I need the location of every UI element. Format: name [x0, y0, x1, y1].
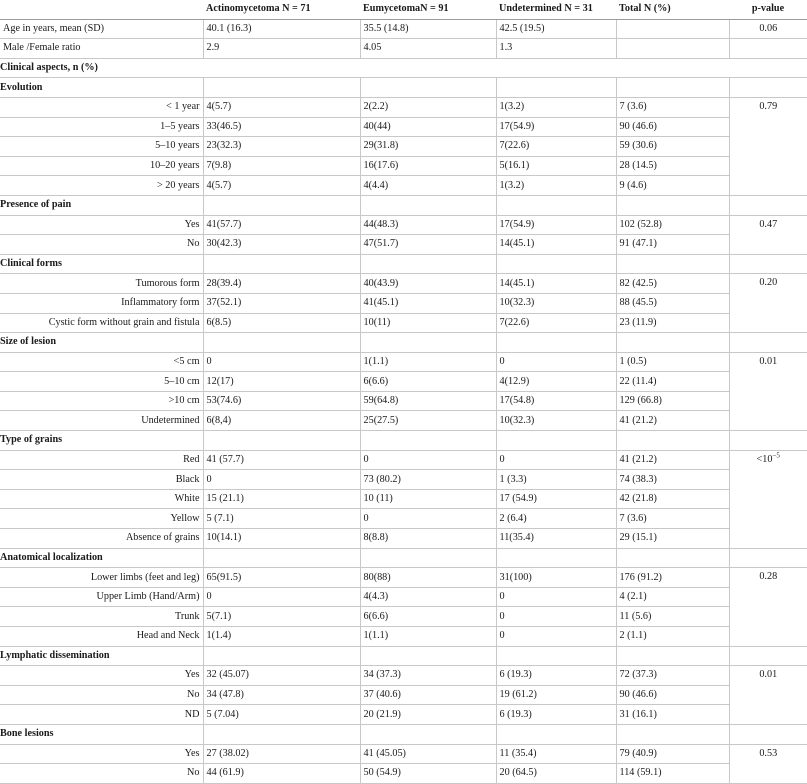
section-header-row	[0, 254, 807, 274]
undetermined-cell: 4(12.9)	[496, 372, 616, 392]
table-row	[0, 97, 807, 117]
undetermined-cell: 20 (64.5)	[496, 764, 616, 784]
undetermined-cell: 1(3.2)	[496, 97, 616, 117]
empty-cell	[729, 78, 807, 98]
row-label: Upper Limb (Hand/Arm)	[0, 587, 203, 607]
section-title: Lymphatic dissemination	[0, 646, 203, 666]
total-cell: 31 (16.1)	[616, 705, 729, 725]
actinomycetoma-cell: 6(8,4)	[203, 411, 360, 431]
undetermined-cell: 1 (3.3)	[496, 470, 616, 490]
section-header-row	[0, 431, 807, 451]
actinomycetoma-cell: 10(14.1)	[203, 529, 360, 549]
eumycetoma-cell: 0	[360, 450, 496, 470]
eumycetoma-cell: 40(43.9)	[360, 274, 496, 294]
row-label: Absence of grains	[0, 529, 203, 549]
undetermined-cell: 7(22.6)	[496, 313, 616, 333]
eumycetoma-cell: 40(44)	[360, 117, 496, 137]
empty-cell	[616, 646, 729, 666]
empty-cell	[496, 646, 616, 666]
p-value-text: 0.01	[759, 669, 778, 681]
empty-cell	[203, 195, 360, 215]
table-row	[0, 627, 807, 647]
undetermined-cell: 10(32.3)	[496, 411, 616, 431]
actinomycetoma-cell: 41 (57.7)	[203, 450, 360, 470]
undetermined-cell: 10(32.3)	[496, 293, 616, 313]
p-value-cell: 0.06	[729, 19, 807, 39]
eumycetoma-cell: 73 (80.2)	[360, 470, 496, 490]
total-cell: 129 (66.8)	[616, 391, 729, 411]
actinomycetoma-cell: 5 (7.04)	[203, 705, 360, 725]
actinomycetoma-cell: 12(17)	[203, 372, 360, 392]
row-label: Lower limbs (feet and leg)	[0, 568, 203, 588]
eumycetoma-cell: 2(2.2)	[360, 97, 496, 117]
undetermined-cell: 11(35.4)	[496, 529, 616, 549]
total-cell: 42 (21.8)	[616, 489, 729, 509]
empty-cell	[729, 646, 807, 666]
table-header-row	[0, 0, 807, 19]
row-label: No	[0, 685, 203, 705]
header-total: Total N (%)	[616, 0, 729, 19]
eumycetoma-cell: 8(8.8)	[360, 529, 496, 549]
actinomycetoma-cell: 41(57.7)	[203, 215, 360, 235]
eumycetoma-cell: 29(31.8)	[360, 137, 496, 157]
table-row	[0, 587, 807, 607]
row-label: Tumorous form	[0, 274, 203, 294]
total-cell: 1 (0.5)	[616, 352, 729, 372]
total-cell: 79 (40.9)	[616, 744, 729, 764]
total-cell: 176 (91.2)	[616, 568, 729, 588]
section-header-row	[0, 548, 807, 568]
actinomycetoma-cell: 28(39.4)	[203, 274, 360, 294]
empty-cell	[203, 254, 360, 274]
undetermined-cell: 0	[496, 627, 616, 647]
undetermined-cell: 1.3	[496, 39, 616, 59]
empty-cell	[203, 78, 360, 98]
actinomycetoma-cell: 33(46.5)	[203, 117, 360, 137]
actinomycetoma-cell: 6(8.5)	[203, 313, 360, 333]
eumycetoma-cell: 41(45.1)	[360, 293, 496, 313]
row-label: >10 cm	[0, 391, 203, 411]
empty-cell	[729, 254, 807, 274]
row-label: <5 cm	[0, 352, 203, 372]
empty-cell	[360, 548, 496, 568]
empty-cell	[616, 195, 729, 215]
total-cell: 74 (38.3)	[616, 470, 729, 490]
total-cell: 91 (47.1)	[616, 235, 729, 255]
empty-cell	[616, 431, 729, 451]
section-header-row	[0, 195, 807, 215]
actinomycetoma-cell: 65(91.5)	[203, 568, 360, 588]
header-actinomycetoma: Actinomycetoma N = 71	[203, 0, 360, 19]
row-label: Yes	[0, 215, 203, 235]
table-row	[0, 117, 807, 137]
empty-cell	[360, 431, 496, 451]
p-value-cell	[729, 97, 807, 195]
row-label: Yellow	[0, 509, 203, 529]
table-row	[0, 293, 807, 313]
undetermined-cell: 17(54.8)	[496, 391, 616, 411]
row-label: Male /Female ratio	[0, 39, 203, 59]
table-row	[0, 372, 807, 392]
actinomycetoma-cell: 5(7.1)	[203, 607, 360, 627]
empty-cell	[616, 548, 729, 568]
undetermined-cell: 14(45.1)	[496, 235, 616, 255]
eumycetoma-cell: 37 (40.6)	[360, 685, 496, 705]
eumycetoma-cell: 6(6.6)	[360, 372, 496, 392]
p-value-text: 0.53	[759, 747, 778, 759]
p-value-text: 0.28	[759, 571, 778, 583]
empty-cell	[729, 195, 807, 215]
eumycetoma-cell: 50 (54.9)	[360, 764, 496, 784]
table-row	[0, 391, 807, 411]
row-label: No	[0, 235, 203, 255]
table-row	[0, 705, 807, 725]
p-value-cell	[729, 39, 807, 59]
undetermined-cell: 5(16.1)	[496, 156, 616, 176]
undetermined-cell: 31(100)	[496, 568, 616, 588]
total-cell: 23 (11.9)	[616, 313, 729, 333]
total-cell: 22 (11.4)	[616, 372, 729, 392]
row-label: No	[0, 764, 203, 784]
row-label: Age in years, mean (SD)	[0, 19, 203, 39]
table-row	[0, 607, 807, 627]
section-title: Bone lesions	[0, 724, 203, 744]
actinomycetoma-cell: 4(5.7)	[203, 97, 360, 117]
p-value-text: 0.47	[759, 218, 778, 230]
total-cell: 28 (14.5)	[616, 156, 729, 176]
eumycetoma-cell: 1(1.1)	[360, 627, 496, 647]
table-row	[0, 411, 807, 431]
row-label: Trunk	[0, 607, 203, 627]
section-title: Anatomical localization	[0, 548, 203, 568]
total-cell: 114 (59.1)	[616, 764, 729, 784]
undetermined-cell: 0	[496, 607, 616, 627]
undetermined-cell: 14(45.1)	[496, 274, 616, 294]
table-row	[0, 509, 807, 529]
eumycetoma-cell: 41 (45.05)	[360, 744, 496, 764]
total-cell: 11 (5.6)	[616, 607, 729, 627]
actinomycetoma-cell: 23(32.3)	[203, 137, 360, 157]
actinomycetoma-cell: 30(42.3)	[203, 235, 360, 255]
total-cell: 9 (4.6)	[616, 176, 729, 196]
row-label: Undetermined	[0, 411, 203, 431]
p-value-cell	[729, 568, 807, 646]
actinomycetoma-cell: 27 (38.02)	[203, 744, 360, 764]
actinomycetoma-cell: 0	[203, 352, 360, 372]
total-cell: 59 (30.6)	[616, 137, 729, 157]
empty-cell	[203, 646, 360, 666]
total-cell	[616, 39, 729, 59]
row-label: 10–20 years	[0, 156, 203, 176]
empty-cell	[203, 431, 360, 451]
row-label: Black	[0, 470, 203, 490]
p-value-text: <10	[756, 453, 773, 465]
undetermined-cell: 17(54.9)	[496, 215, 616, 235]
row-label: > 20 years	[0, 176, 203, 196]
empty-cell	[616, 333, 729, 353]
actinomycetoma-cell: 0	[203, 470, 360, 490]
empty-cell	[496, 333, 616, 353]
table-row	[0, 19, 807, 39]
eumycetoma-cell: 1(1.1)	[360, 352, 496, 372]
p-value-exponent: −5	[772, 451, 780, 460]
table-row	[0, 450, 807, 470]
table-row	[0, 235, 807, 255]
eumycetoma-cell: 80(88)	[360, 568, 496, 588]
eumycetoma-cell: 47(51.7)	[360, 235, 496, 255]
table-row	[0, 685, 807, 705]
table-row	[0, 529, 807, 549]
total-cell: 72 (37.3)	[616, 666, 729, 686]
empty-cell	[360, 333, 496, 353]
row-label: 5–10 cm	[0, 372, 203, 392]
empty-cell	[496, 548, 616, 568]
undetermined-cell: 2 (6.4)	[496, 509, 616, 529]
section-title: Presence of pain	[0, 195, 203, 215]
total-cell: 29 (15.1)	[616, 529, 729, 549]
actinomycetoma-cell: 15 (21.1)	[203, 489, 360, 509]
header-eumycetoma: EumycetomaN = 91	[360, 0, 496, 19]
undetermined-cell: 7(22.6)	[496, 137, 616, 157]
eumycetoma-cell: 34 (37.3)	[360, 666, 496, 686]
undetermined-cell: 11 (35.4)	[496, 744, 616, 764]
p-value-cell	[729, 450, 807, 548]
total-cell	[616, 19, 729, 39]
eumycetoma-cell: 6(6.6)	[360, 607, 496, 627]
table-row	[0, 352, 807, 372]
empty-cell	[616, 78, 729, 98]
empty-cell	[360, 78, 496, 98]
total-cell: 90 (46.6)	[616, 685, 729, 705]
actinomycetoma-cell: 37(52.1)	[203, 293, 360, 313]
undetermined-cell: 0	[496, 587, 616, 607]
row-label: < 1 year	[0, 97, 203, 117]
empty-cell	[729, 724, 807, 744]
actinomycetoma-cell: 1(1.4)	[203, 627, 360, 647]
total-cell: 102 (52.8)	[616, 215, 729, 235]
section-header-row	[0, 78, 807, 98]
table-row	[0, 764, 807, 784]
table-body	[0, 19, 807, 783]
row-label: 1–5 years	[0, 117, 203, 137]
section-title: Type of grains	[0, 431, 203, 451]
p-value-cell	[729, 352, 807, 430]
clinical-aspects-heading: Clinical aspects, n (%)	[0, 58, 807, 78]
undetermined-cell: 0	[496, 450, 616, 470]
empty-cell	[496, 254, 616, 274]
p-value-cell	[729, 215, 807, 254]
eumycetoma-cell: 35.5 (14.8)	[360, 19, 496, 39]
header-undetermined: Undetermined N = 31	[496, 0, 616, 19]
table-row	[0, 313, 807, 333]
eumycetoma-cell: 44(48.3)	[360, 215, 496, 235]
p-value-text: 0.79	[759, 100, 778, 112]
actinomycetoma-cell: 4(5.7)	[203, 176, 360, 196]
total-cell: 4 (2.1)	[616, 587, 729, 607]
section-header-row	[0, 724, 807, 744]
total-cell: 7 (3.6)	[616, 97, 729, 117]
actinomycetoma-cell: 0	[203, 587, 360, 607]
eumycetoma-cell: 10(11)	[360, 313, 496, 333]
total-cell: 41 (21.2)	[616, 450, 729, 470]
empty-cell	[203, 333, 360, 353]
clinical-aspects-row	[0, 58, 807, 78]
eumycetoma-cell: 16(17.6)	[360, 156, 496, 176]
actinomycetoma-cell: 34 (47.8)	[203, 685, 360, 705]
actinomycetoma-cell: 2.9	[203, 39, 360, 59]
undetermined-cell: 1(3.2)	[496, 176, 616, 196]
empty-cell	[360, 724, 496, 744]
table-row	[0, 666, 807, 686]
eumycetoma-cell: 4.05	[360, 39, 496, 59]
table-row	[0, 176, 807, 196]
empty-cell	[360, 195, 496, 215]
table-row	[0, 274, 807, 294]
total-cell: 82 (42.5)	[616, 274, 729, 294]
eumycetoma-cell: 4(4.4)	[360, 176, 496, 196]
section-title: Evolution	[0, 78, 203, 98]
empty-cell	[616, 724, 729, 744]
empty-cell	[729, 333, 807, 353]
row-label: Inflammatory form	[0, 293, 203, 313]
section-header-row	[0, 646, 807, 666]
p-value-cell	[729, 274, 807, 333]
eumycetoma-cell: 59(64.8)	[360, 391, 496, 411]
total-cell: 2 (1.1)	[616, 627, 729, 647]
section-title: Size of lesion	[0, 333, 203, 353]
undetermined-cell: 6 (19.3)	[496, 666, 616, 686]
header-p-value: p-value	[729, 0, 807, 19]
empty-cell	[729, 548, 807, 568]
undetermined-cell: 6 (19.3)	[496, 705, 616, 725]
empty-cell	[729, 431, 807, 451]
table-row	[0, 744, 807, 764]
empty-cell	[496, 431, 616, 451]
undetermined-cell: 17(54.9)	[496, 117, 616, 137]
table-row	[0, 470, 807, 490]
row-label: Yes	[0, 666, 203, 686]
total-cell: 41 (21.2)	[616, 411, 729, 431]
actinomycetoma-cell: 53(74.6)	[203, 391, 360, 411]
undetermined-cell: 19 (61.2)	[496, 685, 616, 705]
actinomycetoma-cell: 7(9.8)	[203, 156, 360, 176]
row-label: ND	[0, 705, 203, 725]
empty-cell	[360, 646, 496, 666]
row-label: Red	[0, 450, 203, 470]
undetermined-cell: 17 (54.9)	[496, 489, 616, 509]
undetermined-cell: 0	[496, 352, 616, 372]
row-label: Cystic form without grain and fistula	[0, 313, 203, 333]
actinomycetoma-cell: 32 (45.07)	[203, 666, 360, 686]
section-title: Clinical forms	[0, 254, 203, 274]
row-label: White	[0, 489, 203, 509]
row-label: Yes	[0, 744, 203, 764]
actinomycetoma-cell: 44 (61.9)	[203, 764, 360, 784]
eumycetoma-cell: 25(27.5)	[360, 411, 496, 431]
row-label: 5–10 years	[0, 137, 203, 157]
p-value-cell	[729, 744, 807, 783]
header-empty	[0, 0, 203, 19]
table-row	[0, 568, 807, 588]
eumycetoma-cell: 4(4.3)	[360, 587, 496, 607]
empty-cell	[496, 724, 616, 744]
eumycetoma-cell: 0	[360, 509, 496, 529]
p-value-text: 0.20	[759, 277, 778, 289]
table-row	[0, 215, 807, 235]
table-row	[0, 489, 807, 509]
table-row	[0, 156, 807, 176]
table-row	[0, 137, 807, 157]
empty-cell	[203, 548, 360, 568]
p-value-text: 0.01	[759, 355, 778, 367]
empty-cell	[616, 254, 729, 274]
empty-cell	[496, 195, 616, 215]
undetermined-cell: 42.5 (19.5)	[496, 19, 616, 39]
section-header-row	[0, 333, 807, 353]
actinomycetoma-cell: 5 (7.1)	[203, 509, 360, 529]
total-cell: 7 (3.6)	[616, 509, 729, 529]
empty-cell	[496, 78, 616, 98]
actinomycetoma-cell: 40.1 (16.3)	[203, 19, 360, 39]
total-cell: 88 (45.5)	[616, 293, 729, 313]
eumycetoma-cell: 10 (11)	[360, 489, 496, 509]
row-label: Head and Neck	[0, 627, 203, 647]
p-value-cell	[729, 666, 807, 725]
empty-cell	[203, 724, 360, 744]
table-row	[0, 39, 807, 59]
total-cell: 90 (46.6)	[616, 117, 729, 137]
empty-cell	[360, 254, 496, 274]
eumycetoma-cell: 20 (21.9)	[360, 705, 496, 725]
